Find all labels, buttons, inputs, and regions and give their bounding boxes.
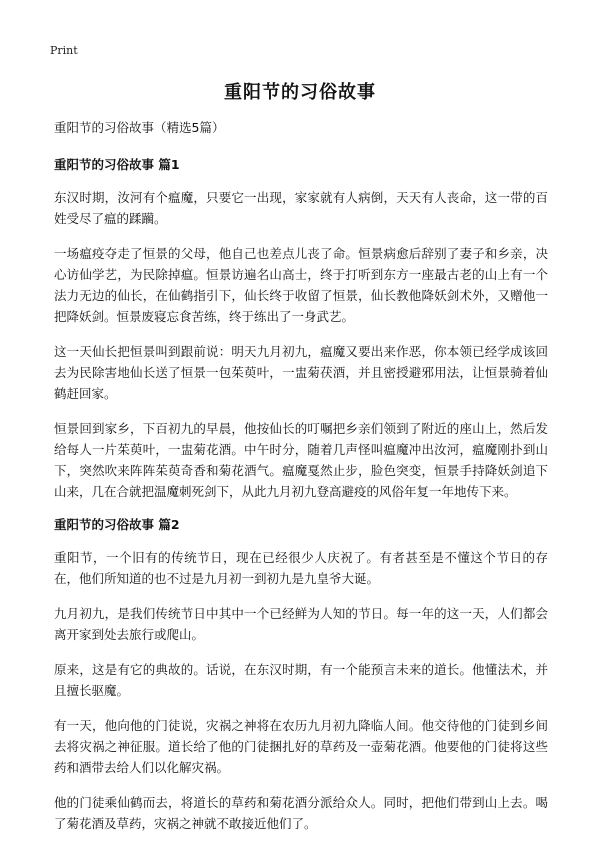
page-title: 重阳节的习俗故事 [224, 82, 376, 103]
paragraph: 重阳节，一个旧有的传统节日，现在已经很少人庆祝了。有者甚至是不懂这个节日的存在，他们所知道的也不过是九月初一到初九是九皇爷大诞。 [54, 550, 548, 586]
section-heading: 重阳节的习俗故事 篇1 [54, 157, 180, 172]
paragraph: 一场瘟疫夺走了恒景的父母，他自己也差点儿丧了命。恒景病愈后辞别了妻子和乡亲，决心访仙学艺，为民除掉瘟。恒景访遍名山高士，终于打听到东方一座最古老的山上有一个法力无边的仙长，在仙鹤指引下，仙长终于收留了恒景，仙长教他降妖剑术外，又赠他一把降妖剑。恒景废寝忘食苦练，终于练出了一身武艺。 [54, 246, 548, 324]
paragraph: 原来，这是有它的典故的。话说，在东汉时期，有一个能预言未来的道长。他懂法术，并且擅长驱魔。 [54, 662, 548, 698]
paragraph: 东汉时期，汝河有个瘟魔，只要它一出现，家家就有人病倒，天天有人丧命，这一带的百姓受尽了瘟的蹂躏。 [54, 190, 548, 226]
paragraph: 九月初九，是我们传统节日中其中一个已经鲜为人知的节日。每一年的这一天，人们都会离开家到处去旅行或爬山。 [54, 606, 548, 642]
paragraph: 这一天仙长把恒景叫到跟前说：明天九月初九，瘟魔又要出来作恶，你本领已经学成该回去为民除害地仙长送了恒景一包茱萸叶，一盅菊茯酒，并且密授避邪用法，让恒景骑着仙鹤赶回家。 [54, 344, 548, 401]
article-body [54, 119, 548, 848]
article-subtitle: 重阳节的习俗故事（精选5篇） [54, 120, 225, 135]
section-1 [54, 156, 548, 502]
section-2 [54, 516, 548, 834]
paragraph: 恒景回到家乡，下百初九的早晨，他按仙长的叮嘱把乡亲们领到了附近的座山上，然后发给每人一片茱萸叶，一盅菊花酒。中午时分，随着几声怪叫瘟魔冲出汝河，瘟魔刚扑到山下，突然吹来阵阵茱萸奇香和菊花酒气。瘟魔戛然止步，脸色突变，恒景手持降妖剑追下山来，几在合就把温魔刺死剑下，从此九月初九登高避疫的风俗年复一年地传下来。 [54, 421, 548, 499]
section-heading: 重阳节的习俗故事 篇2 [54, 517, 180, 532]
paragraph: 他的门徒乘仙鹤而去，将道长的草药和菊花酒分派给众人。同时，把他们带到山上去。喝了菊花酒及草药，灾祸之神就不敢接近他们了。 [54, 795, 548, 831]
print-link[interactable]: Print [50, 44, 78, 57]
paragraph: 有一天，他向他的门徒说，灾祸之神将在农历九月初九降临人间。他交待他的门徒到乡间去将灾祸之神征服。道长给了他的门徒捆扎好的草药及一壶菊花酒。他要他的门徒将这些药和酒带去给人们以化解灾祸。 [54, 718, 548, 775]
